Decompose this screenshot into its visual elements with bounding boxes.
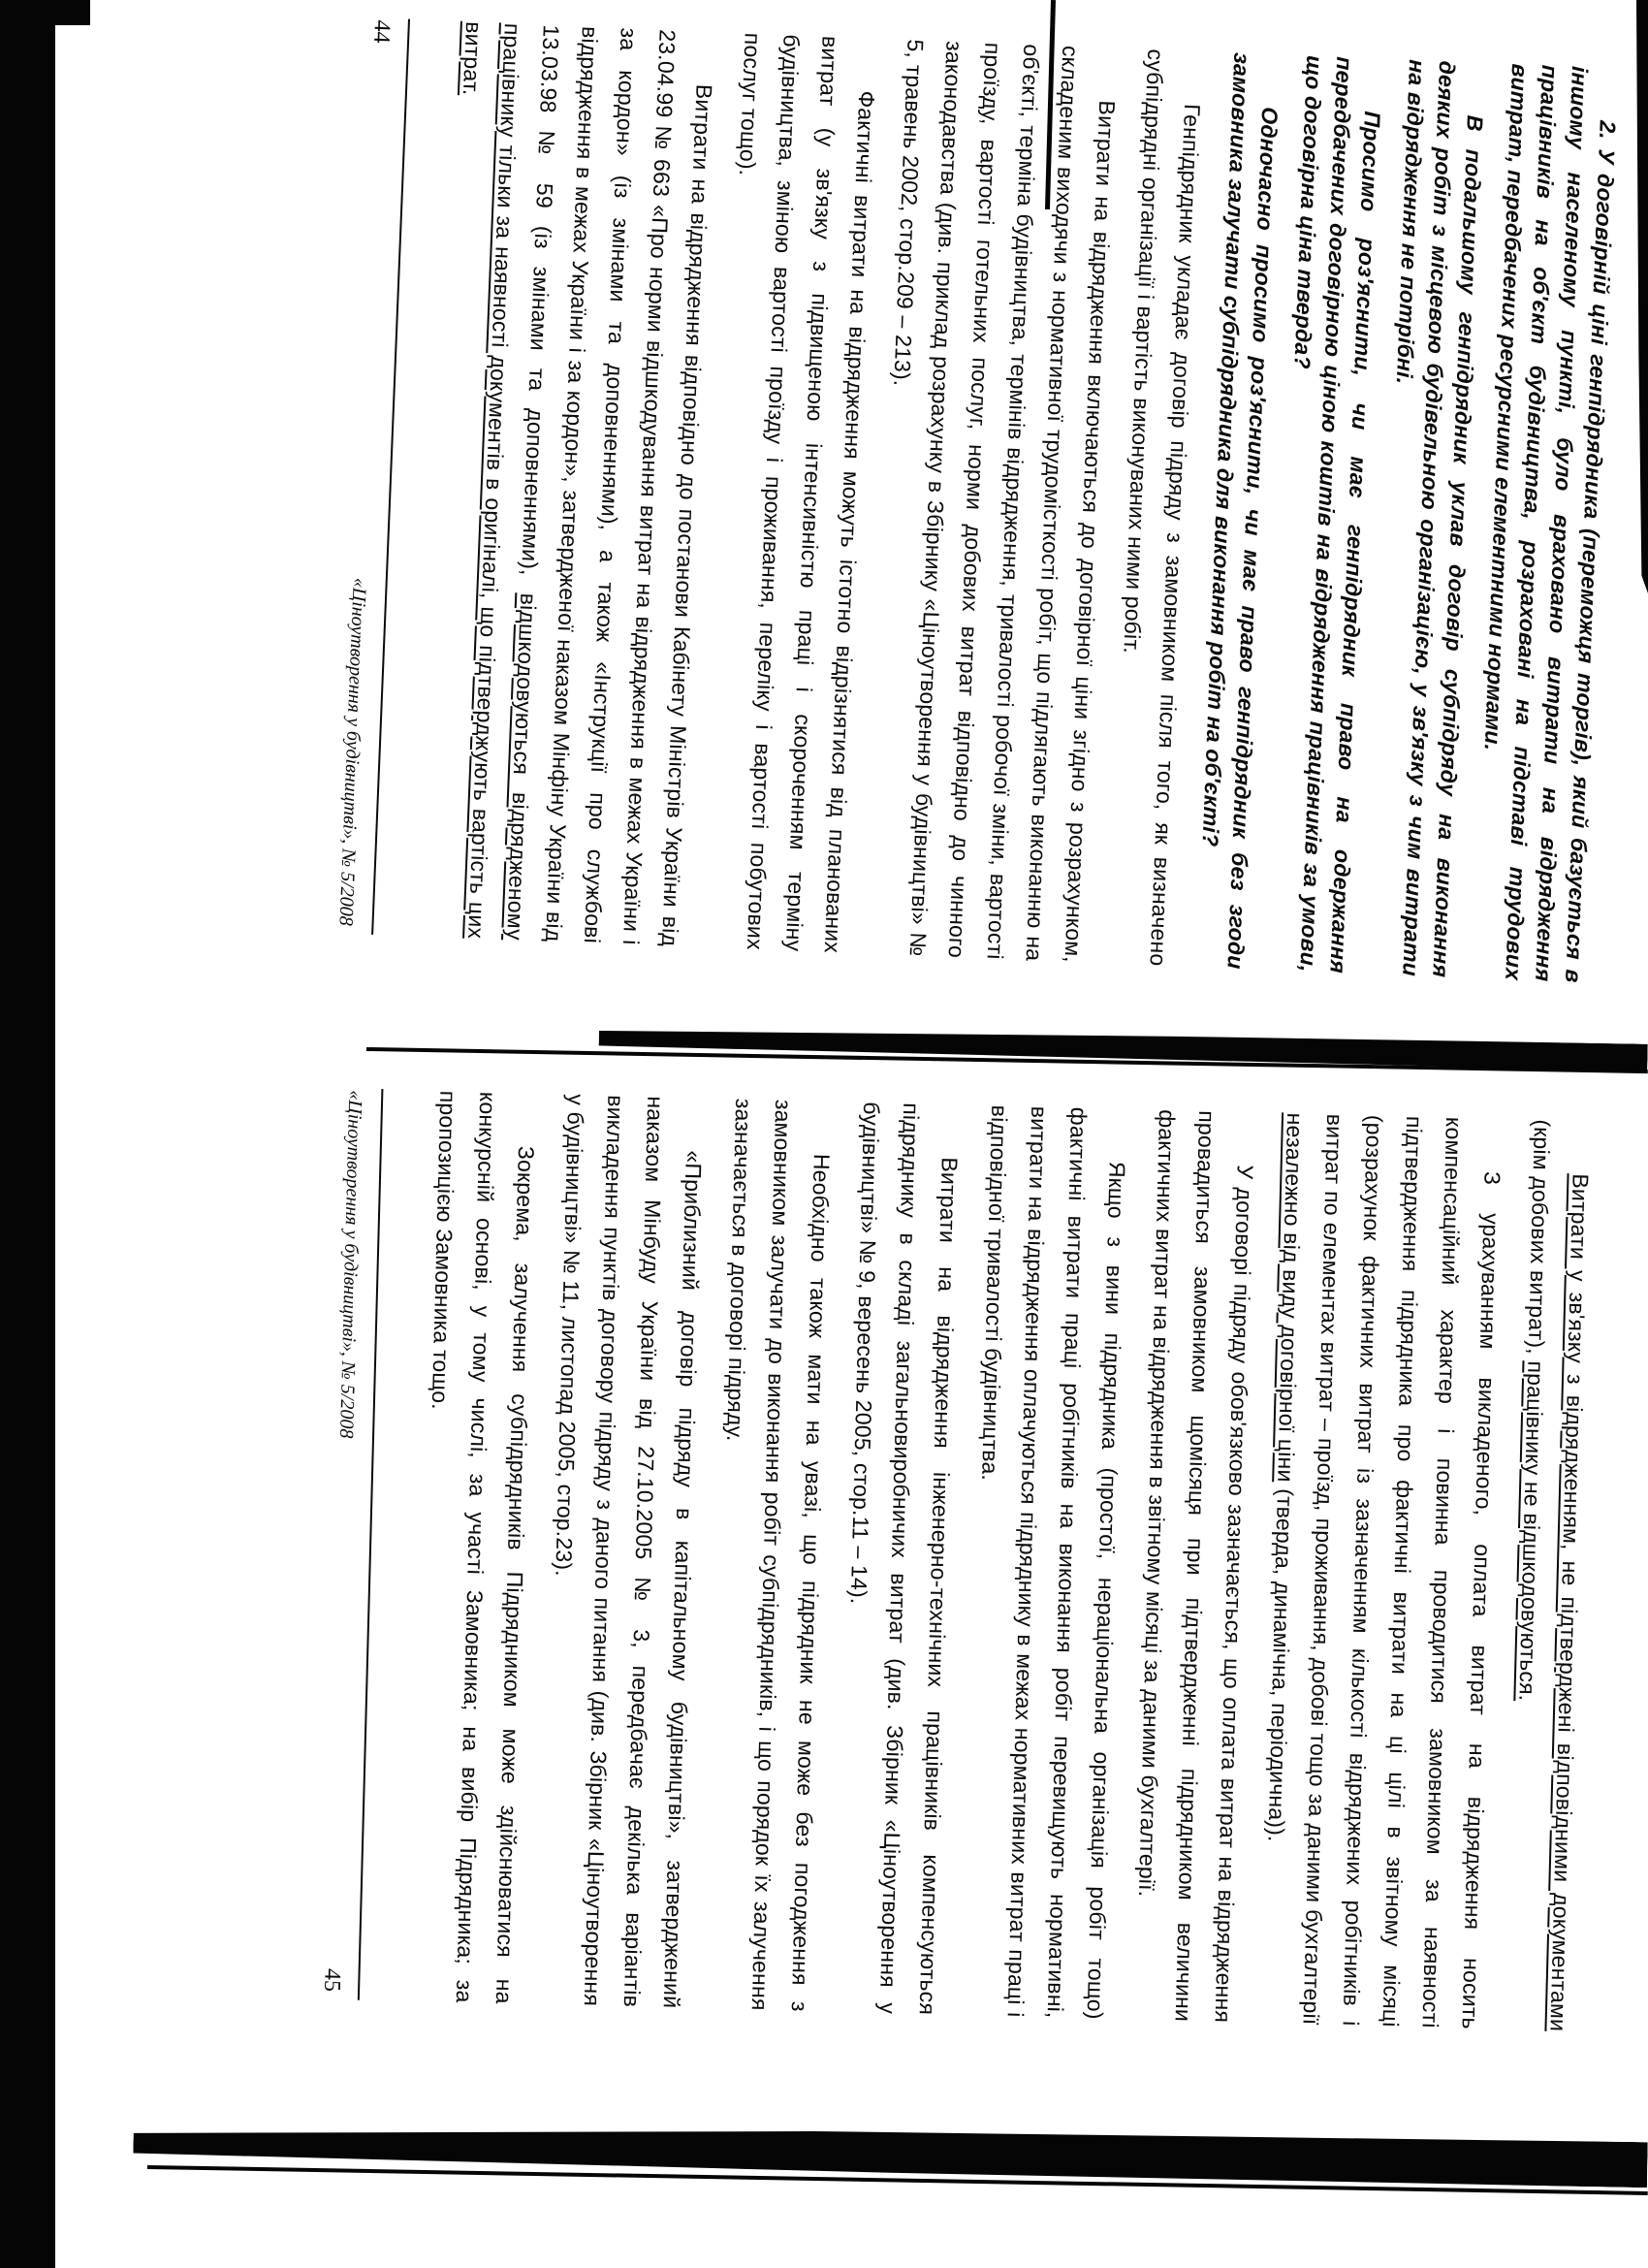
text-segment: Витрати на відрядження включаються до договірної ціни згідно з розрахунком, складеним виходячи з нормативної трудомісткості робіт, що підлягають виконанню на об'єкті, терміна будівництва, термінів відрядження, тривалості робочої зміни, вартості проїзду, вартості готельних послуг, норми добових витрат відповідно до чинного законодавства (див. приклад розрахунку в Збірнику «Ціноутворення у будівництві» № 5, травень 2002, стор.209 – 213).	[889, 39, 1121, 964]
text-paragraph	[828, 1102, 971, 2016]
text-paragraph	[956, 1104, 1139, 2020]
text-segment: Витрати на відрядження інженерно-технічних працівників компенсуються підряднику в складі загальновиробничих витрат (див. Збірник «Ціноутворення у будівництві» № 9, вересень 2005, стор.11 – 14).	[845, 1101, 963, 2016]
text-segment: Зокрема, залучення субпідрядників Підрядником може здійснюватися на конкурсній основі, у тому числі, за участі Замовника; на вибір Підрядника; за пропозицією Замовника тощо.	[427, 1090, 539, 2005]
text-segment: З урахуванням викладеного, оплата витрат на відрядження носить компенсаційний характер і повинна проводитися замовником за наявності підтвердження підрядника про фактичні витрати на ці цілі в звітному місяці (розрахунок фактичних витрат із зазначенням кількості відряджених робітників і витрат по елементах витрат – проїзд, проживання, добові тощо за даними бухгалтерії	[1298, 1113, 1505, 2030]
scanner-edge-top-left-notch	[53, 0, 90, 25]
page-45	[319, 1088, 1601, 2032]
text-paragraph	[1124, 1109, 1267, 2024]
text-paragraph	[860, 39, 1129, 964]
text-paragraph	[1498, 1119, 1601, 2032]
journal-title-footer: «Ціноутворення у будівництві», № 5/2008	[334, 577, 370, 927]
text-paragraph	[697, 32, 889, 954]
text-segment: «Приблизний договір підряду в капітальному будівництві», затверджений наказом Мінбуду України від 27.10.2005 № 3, передбачає декілька варіантів викладення пунктів договору підряду з даного питання (див. Збірник «Ціноутворення у будівництві» № 11, листопад 2005, стор.23).	[551, 1093, 707, 2009]
text-paragraph	[1252, 1112, 1514, 2029]
text-segment: Фактичні витрати на відрядження можуть істотно відрізнятися від планованих витрат (у зв'язку з підвищеною інтенсивністю праці і скороченням терміну будівництва, зміною вартості проїзду і проживання, переліку і вартості побутових послуг тощо).	[734, 32, 880, 954]
page-number: 44	[368, 18, 395, 45]
text-segment: Одночасно просимо роз'яснити, чи має право генпідрядник без згоди замовника залучати субпідрядника для виконання робіт на об'єкті?	[1197, 51, 1284, 971]
underlined-text: працівнику не відшкодовуються.	[1514, 1360, 1549, 1702]
text-paragraph	[1468, 63, 1625, 983]
underlined-text: незалежно від виду договірної ціни	[1273, 1112, 1309, 1483]
text-segment: Необхідно також мати на увазі, що підрядник не може без погодження з замовником залучати до виконання робіт субпідрядників, і що порядок їх залучення зазначається в договорі підряду.	[722, 1098, 835, 2012]
underlined-text: Витрати у зв'язку з відрядженням, не підтверджені відповідними документами	[1545, 1173, 1594, 2032]
page-44-footer	[333, 17, 410, 935]
text-segment: У договорі підряду обов'язково зазначається, що оплата витрат на відрядження провадиться замовником щомісяця при підтвердженні підрядником величини фактичних витрат на відрядження в звітному місяці за даними бухгалтерії.	[1133, 1108, 1258, 2024]
bottom-edge-shadow-band	[133, 2116, 1648, 2188]
text-segment: 2. У договірній ціні генпідрядника (переможця торгів), який базується в іншому населеному пункті, було враховано витрати на відрядження працівників на об'єкт будівництва, розраховані на підставі трудових витрат, передбачених ресурсними елементними нормами.	[1479, 63, 1621, 984]
page-44-body-text	[418, 21, 1625, 984]
page-45-footer	[319, 1088, 384, 2000]
text-paragraph	[404, 1090, 548, 2004]
text-segment: В подальшому генпідрядник уклав договір субпідряду на виконання деяких робіт з місцевою будівельною організацією, у зв'язку з чим витрати на відрядження не потрібні.	[1391, 58, 1488, 978]
text-segment: Витрати на відрядження відповідно до постанови Кабінету Міністрів України від 23.04.99 № 663 «Про норми відшкодування витрат на відрядження в межах України і за кордон» (із змінами та доповненнями), а також «Інструкції про службові відрядження в межах України і за кордон», затвердженої наказом Мінфіну України від 13.03.98 № 59 (із змінами та доповненнями),	[516, 24, 717, 947]
text-paragraph	[700, 1098, 843, 2012]
journal-title-footer: «Ціноутворення у будівництві», № 5/2008	[334, 1090, 366, 1439]
page-number: 45	[319, 1967, 345, 1993]
page-45-body-text	[404, 1090, 1601, 2031]
scanner-edge-right-sliver	[1636, 0, 1648, 593]
text-paragraph	[532, 1094, 715, 2009]
text-segment: Просимо роз'яснити, чи має генпідрядник право на одержання передбачених договірною ціною коштів на відрядження працівників за умови, що договірна ціна тверда?	[1289, 54, 1385, 974]
scanner-edge-left-bar	[0, 0, 55, 2268]
text-segment: Якщо з вини підрядника (простої, нераціональна організація робіт тощо) фактичні витрати праці робітників на виконання робіт перевищують нормативні, витрати на відрядження оплачуються підряднику в межах нормативних витрат праці і відповідної тривалості будівництва.	[977, 1104, 1130, 2020]
page-44	[333, 17, 1625, 983]
underlined-text: відшкодовуються відрядженому працівнику тільки за наявності документів в оригіналі, що підтверджують вартість цих витрат.	[458, 20, 542, 942]
text-paragraph	[418, 21, 726, 947]
text-segment: (крім добових витрат),	[1523, 1119, 1556, 1361]
text-segment: (тверда, динамічна, періодична)).	[1263, 1482, 1299, 1843]
text-segment: Генпідрядник укладає договір підряду з замовником після того, як визначено субпідрядні організації і вартість виконуваних ними робіт.	[1119, 48, 1206, 967]
